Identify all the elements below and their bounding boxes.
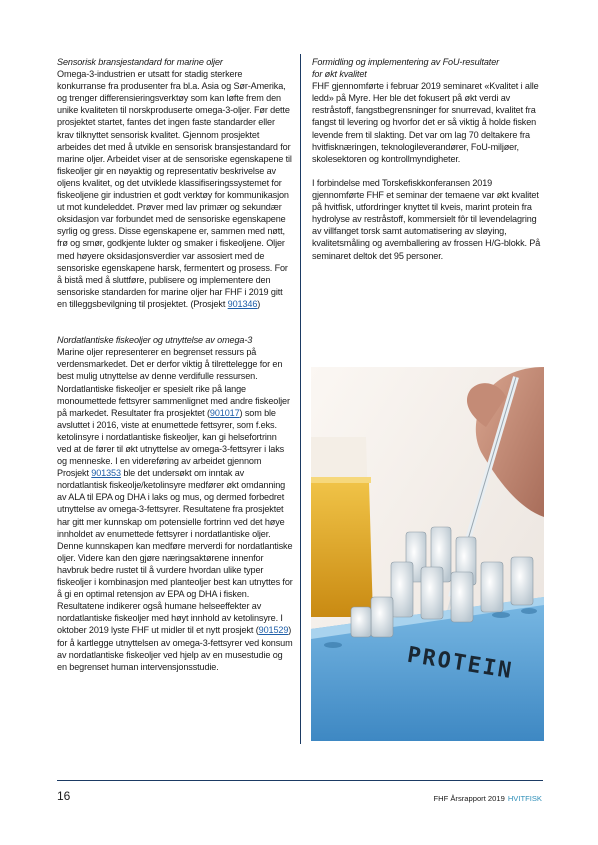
rack-label-text: PROTEIN	[405, 642, 515, 685]
paragraph-seminar: FHF gjennomførte i februar 2019 seminaret «Kvalitet i alle ledd» på Myre. Her ble det fokusert på økt verdi av restråstoff, fangstbegrensninger for snurrevad, kvalitet fra fangst til levering og hvorfor det er så viktig å holde fisken levende frem til slakting. Det var om lag 70 deltakere fra hvitfisknæringen, teknologileverandører, FoU-miljøer, skolesektoren og kontrollmyndigheter.	[312, 81, 539, 164]
lab-photo	[311, 367, 544, 741]
body-text: ) som ble avsluttet i 2016, viste at enumettede fettsyrer, som f.eks. ketolinsyre i nordatlantiske fiskeoljer, kan gi helsefortrinn ved at de fører til økt utnyttelse av omega-3-fettsyrer i laks og menneske. I en videreføring av arbeidet gjennom Prosjekt	[57, 407, 285, 479]
body-text: Marine oljer representerer en begrenset ressurs på verdensmarkedet. Det er derfor viktig å tilrettelegge for en best mulig utnyttelse av denne verdifulle ressursen. Nordatlantiske fiskeoljer er spesielt rike på lange monoumettede fettsyrer sammenlignet med andre fiskeoljer på markedet. Resultater fra prosjektet (	[57, 347, 290, 418]
protein-vials-illustration	[311, 367, 544, 741]
project-link[interactable]: 901017	[209, 407, 240, 418]
section-body	[57, 68, 293, 310]
section-heading: Nordatlantiske fiskeoljer og utnyttelse av omega-3	[57, 335, 253, 346]
section-north-atlantic-oils	[57, 334, 293, 673]
section-heading: Sensorisk bransjestandard for marine oljer	[57, 57, 223, 67]
report-name: FHF Årsrapport 2019	[433, 794, 505, 803]
section-body	[57, 346, 293, 673]
project-link[interactable]: 901353	[91, 468, 121, 479]
footer-rule	[57, 780, 543, 781]
paragraph-conference: I forbindelse med Torskefiskkonferansen 2019 gjennomførte FHF et seminar der temaene var økt kvalitet på hvitfisk, utfordringer knyttet til kveis, marint protein fra hydrolyse av restråstoff, kommersielt fôr til levendelagring av villfanget torsk samt automatisering av sløying, kvalitetsmåling og avemballering av frossen H/G-blokk. På seminaret deltok det 95 personer.	[312, 177, 541, 261]
right-column	[312, 56, 544, 262]
section-heading-line2: for økt kvalitet	[312, 69, 367, 80]
footer-title	[433, 794, 542, 803]
left-column	[57, 56, 293, 673]
project-link[interactable]: 901346	[227, 298, 258, 309]
page-number: 16	[57, 789, 71, 803]
body-text-tail: )	[257, 298, 261, 309]
project-link[interactable]: 901529	[258, 625, 289, 636]
section-heading: Formidling og implementering av FoU-resultater	[312, 57, 500, 67]
section-name: HVITFISK	[507, 794, 542, 803]
body-text: Omega-3-industrien er utsatt for stadig sterkere konkurranse fra produsenter fra bl.a. Asia og Sør-Amerika, og trenger differensieringsverktøy som kan løfte frem den unike kvaliteten til norskproduserte omega-3-oljer. Før dette prosjektet startet, fantes det ingen faste standarder eller krav tilknyttet sensorisk kvalitet. Gjennom prosjektet arbeides det med å utvikle en sensorisk bransjestandard for marine oljer. Arbeidet viser at de sensoriske egenskapene til fiskeoljer gir en nøyaktig og representativ beskrivelse av oljens kvalitet, og det utviklede klassifiseringssystemet for fiskeoljene gir industrien et godt verktøy for kommunikasjon ut mot kundeleddet. Prøver med lav primær og sekundær oksidasjon var forbundet med de sensoriske egenskapene syrlig og gress. Disse egenskapene er, sammen med nøtt, frø og smør, godkjente lukter og smaker i fiskeoljene. Oljer med høyere oksidasjonsverdier var assosiert med de sensoriske egenskapene harsk, fermentert og prosess. For å bistå med å sluttføre, publisere og implementere den sensoriske standarden for marine oljer har FHF i 2019 gitt en tilleggsbevilgning til prosjektet. (Prosjekt	[57, 69, 292, 309]
column-divider	[300, 54, 301, 744]
body-text: ble det undersøkt om inntak av nordatlantisk fiskeolje/ketolinsyre medfører økt omdanning av ALA til EPA og DHA i laks og mus, og dermed forbedret utnyttelse av omega-3-fettsyrer. Resultatene fra prosjektet har gitt mer kunnskap om potensielle fortrinn ved det høye innholdet av enumettede fettsyrer i nordatlantiske oljer. Denne kunnskapen kan medføre merverdi for nordatlantiske oljer. Videre kan den gjøre næringsaktørene innenfor havbruk bedre rustet til å vurdere hvordan ulike typer fiskeoljer i kombinasjon med planteoljer best kan utnyttes for å gi en optimal retensjon av EPA og DHA i fisken. Resultatene indikerer også humane helseeffekter av nordatlantiske fiskeoljer med høyt innhold av ketolinsyre. I oktober 2019 lyste FHF ut midler til et nytt prosjekt (	[57, 468, 293, 636]
section-sensory-standard	[57, 56, 293, 310]
body-text: ) for å kartlegge utnyttelsen av omega-3-fettsyrer ved konsum av nordatlantiske fiskeoljer ved hjelp av en musestudie og en begrenset human intervensjonsstudie.	[57, 625, 293, 672]
